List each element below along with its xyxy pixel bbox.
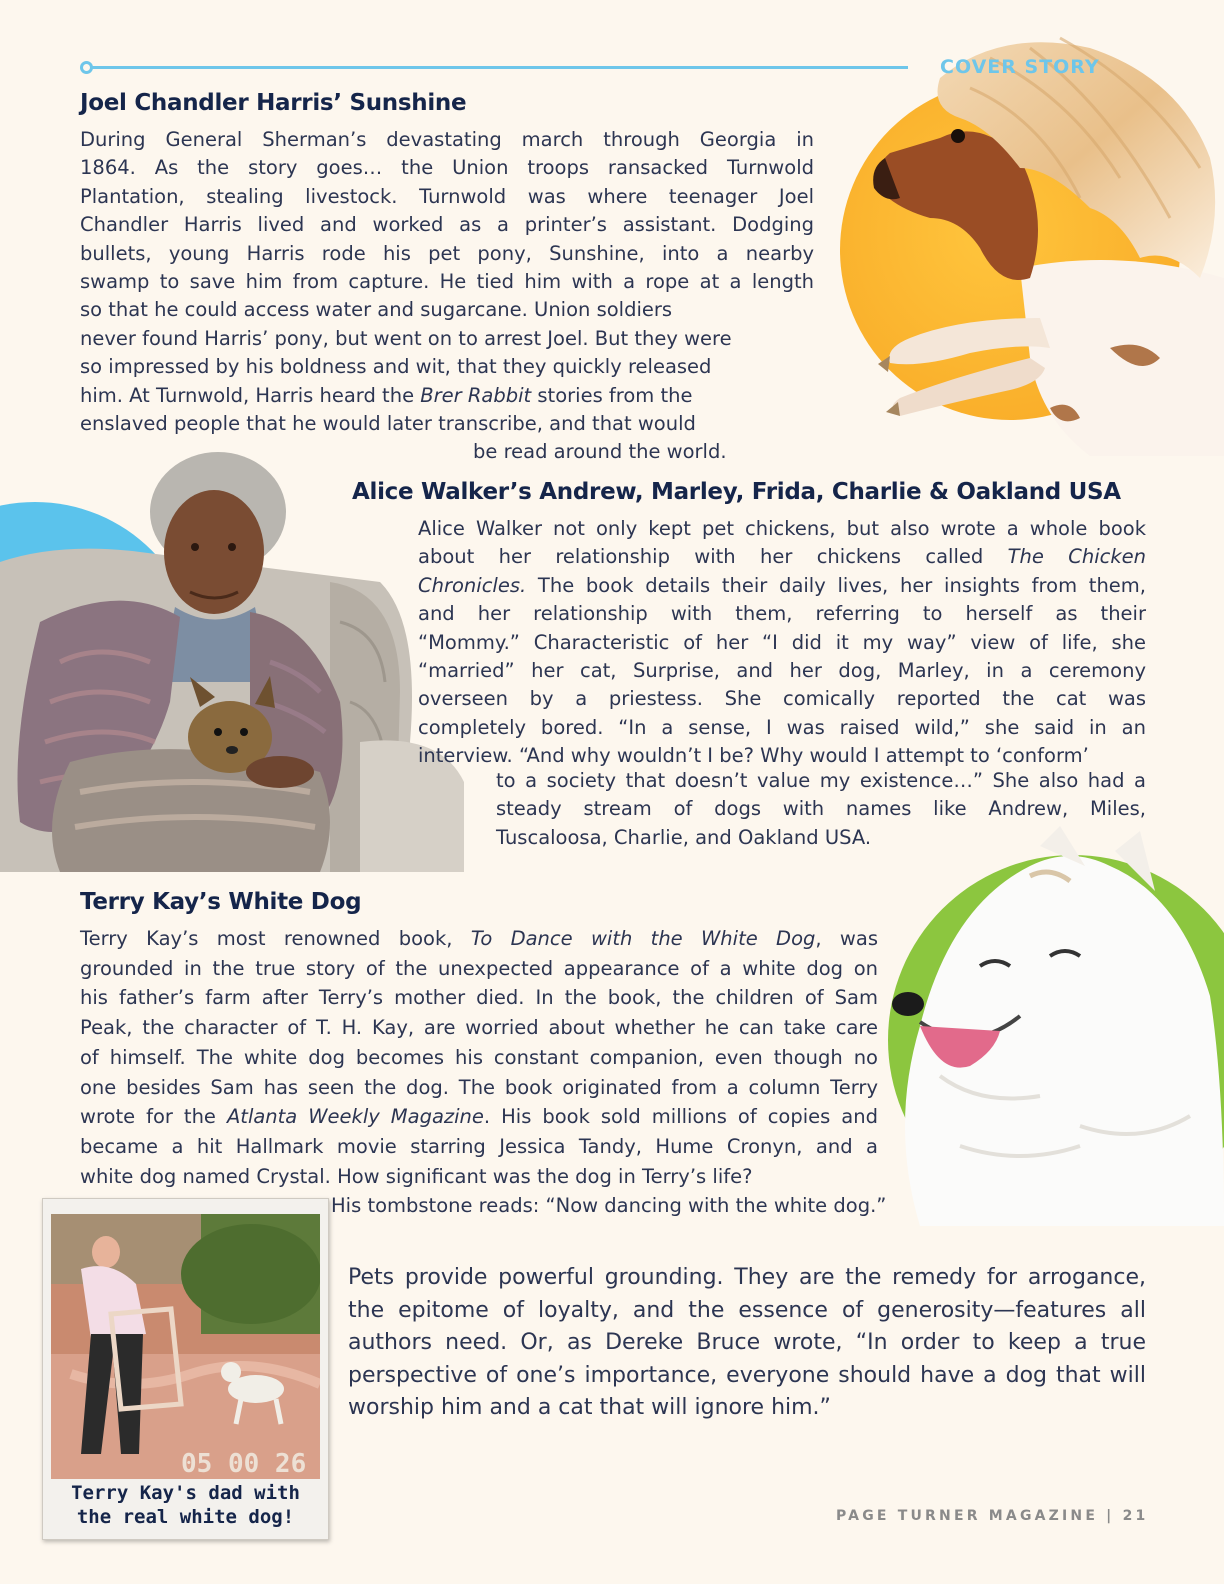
walker-line: “married” her cat, Surprise, and her dog, Marley, in a ceremony	[418, 659, 1146, 683]
walker-line: and her relationship with them, referring to herself as their	[418, 602, 1146, 626]
harris-line: him. At Turnwold, Harris heard the Brer Rabbit stories from the	[80, 383, 693, 407]
harris-line: During General Sherman’s devastating march through Georgia in	[80, 128, 814, 151]
kay-line: of himself. The white dog becomes his constant companion, even though no	[80, 1045, 878, 1069]
harris-line: swamp to save him from capture. He tied him with a rope at a length	[80, 270, 814, 294]
walker-line: “Mommy.” Characteristic of her “I did it my way” view of life, she	[418, 630, 1146, 654]
book-title-brer-rabbit: Brer Rabbit	[420, 383, 532, 407]
harris-line: be read around the world.	[473, 440, 727, 464]
kay-line: Peak, the character of T. H. Kay, are worried about whether he can take care	[80, 1016, 878, 1040]
closing-paragraph: Pets provide powerful grounding. They are the remedy for arrogance, the epitome of loyalty, and the essence of generosity—features all authors need. Or, as Dereke Bruce wrote, “In order to keep a true perspective of one’s importance, everyone should have a dog that will worship him and a cat that will ignore him.”	[348, 1265, 1146, 1421]
harris-line: bullets, young Harris rode his pet pony, Sunshine, into a nearby	[80, 241, 814, 265]
caption-line: the real white dog!	[76, 1506, 295, 1528]
kay-line: wrote for the Atlanta Weekly Magazine. His book sold millions of copies and	[80, 1105, 878, 1129]
kay-heading: Terry Kay’s White Dog	[80, 889, 362, 915]
walker-heading: Alice Walker’s Andrew, Marley, Frida, Charlie & Oakland USA	[352, 479, 1121, 505]
walker-line: overseen by a priestess. She comically reported the cat was	[418, 687, 1146, 711]
terry-kay-dad-photo	[51, 1214, 320, 1479]
header-rule-dot	[80, 61, 93, 74]
header-rule	[82, 66, 908, 69]
harris-line: enslaved people that he would later transcribe, and that would	[80, 412, 696, 436]
walker-line: to a society that doesn’t value my existence…” She also had a	[496, 769, 1146, 792]
section-tag: COVER STORY	[940, 56, 1100, 78]
walker-line: about her relationship with her chickens called The Chicken	[418, 545, 1146, 569]
walker-line: Alice Walker not only kept pet chickens, but also wrote a whole book	[418, 517, 1146, 540]
harris-line: Plantation, stealing livestock. Turnwold was where teenager Joel	[80, 184, 814, 208]
caption-line: Terry Kay's dad with	[71, 1482, 300, 1504]
book-title-white-dog: To Dance with the White Dog	[470, 927, 816, 950]
kay-line: white dog named Crystal. How significant was the dog in Terry’s life?	[80, 1164, 753, 1188]
white-dog-photo	[880, 826, 1224, 1226]
polaroid-caption	[43, 1481, 328, 1529]
walker-line: interview. “And why wouldn’t I be? Why would I attempt to ‘conform’	[418, 744, 1089, 768]
page-footer: PAGE TURNER MAGAZINE | 21	[836, 1508, 1149, 1524]
kay-line: His tombstone reads: “Now dancing with the white dog.”	[331, 1194, 887, 1218]
harris-heading: Joel Chandler Harris’ Sunshine	[80, 90, 467, 116]
kay-line: his father’s farm after Terry’s mother died. In the book, the children of Sam	[80, 986, 878, 1010]
alice-walker-photo	[0, 442, 464, 872]
harris-line: Chandler Harris lived and worked as a printer’s assistant. Dodging	[80, 213, 814, 237]
harris-line: never found Harris’ pony, but went on to arrest Joel. But they were	[80, 326, 732, 350]
kay-body	[80, 924, 887, 1221]
photo-date-stamp: 05 00 26	[181, 1449, 307, 1479]
harris-line: so impressed by his boldness and wit, that they quickly released	[80, 355, 712, 379]
harris-line: 1864. As the story goes… the Union troops ransacked Turnwold	[80, 156, 814, 180]
magazine-title: Atlanta Weekly Magazine	[226, 1105, 484, 1129]
pony-photo	[790, 18, 1224, 456]
kay-line: one besides Sam has seen the dog. The book originated from a column Terry	[80, 1075, 878, 1099]
walker-line: completely bored. “In a sense, I was raised wild,” she said in an	[418, 715, 1146, 739]
kay-line: became a hit Hallmark movie starring Jessica Tandy, Hume Cronyn, and a	[80, 1134, 878, 1158]
harris-line: so that he could access water and sugarcane. Union soldiers	[80, 298, 673, 322]
harris-body	[80, 126, 814, 467]
polaroid-photo-frame	[42, 1198, 329, 1540]
kay-line: Terry Kay’s most renowned book, To Dance with the White Dog, was	[80, 927, 878, 950]
walker-body	[418, 515, 1146, 771]
walker-line: Tuscaloosa, Charlie, and Oakland USA.	[496, 825, 872, 849]
kay-line: grounded in the true story of the unexpected appearance of a white dog on	[80, 956, 878, 980]
walker-line: steady stream of dogs with names like Andrew, Miles,	[496, 797, 1146, 821]
walker-line: Chronicles. The book details their daily lives, her insights from them,	[418, 573, 1146, 597]
